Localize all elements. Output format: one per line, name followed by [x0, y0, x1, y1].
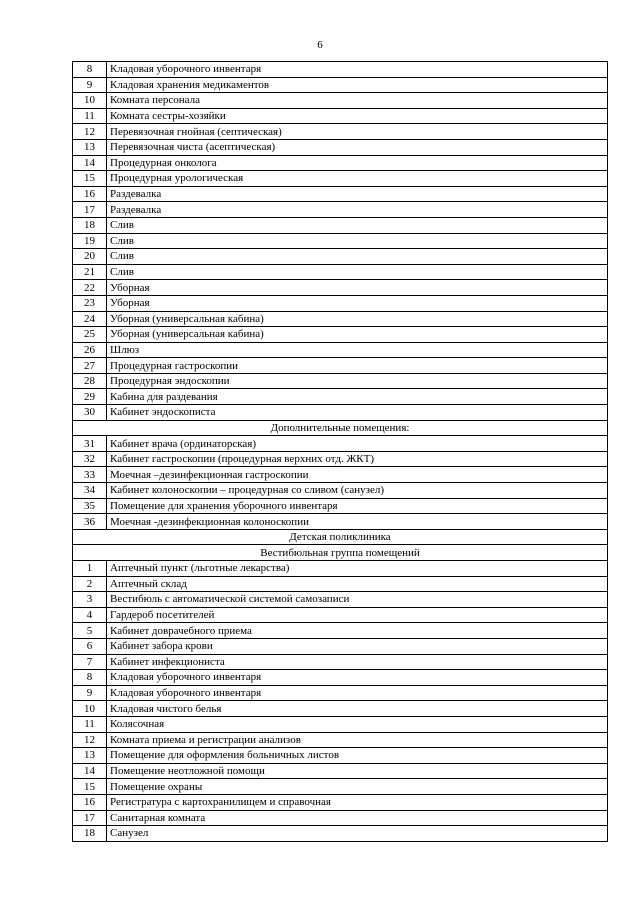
- row-number: 9: [73, 685, 107, 701]
- table-row: [73, 498, 608, 514]
- room-name: Колясочная: [107, 716, 608, 732]
- row-number: 8: [73, 670, 107, 686]
- table-row: [73, 763, 608, 779]
- row-number: 11: [73, 716, 107, 732]
- section-header-row: [73, 545, 608, 561]
- room-name: Кладовая хранения медикаментов: [107, 77, 608, 93]
- room-name: Слив: [107, 217, 608, 233]
- row-number: 10: [73, 701, 107, 717]
- table-row: [73, 607, 608, 623]
- table-row: [73, 217, 608, 233]
- room-name: Кладовая уборочного инвентаря: [107, 62, 608, 78]
- table-row: [73, 685, 608, 701]
- table-row: [73, 748, 608, 764]
- row-number: 12: [73, 732, 107, 748]
- room-name: Уборная: [107, 295, 608, 311]
- table-row: [73, 249, 608, 265]
- table-row: [73, 716, 608, 732]
- row-number: 9: [73, 77, 107, 93]
- row-number: 5: [73, 623, 107, 639]
- row-number: 18: [73, 826, 107, 842]
- table-row: [73, 233, 608, 249]
- row-number: 10: [73, 93, 107, 109]
- room-name: Слив: [107, 233, 608, 249]
- room-name: Шлюз: [107, 342, 608, 358]
- table-row: [73, 592, 608, 608]
- table-row: [73, 826, 608, 842]
- row-number: 11: [73, 108, 107, 124]
- room-name: Кабинет гастроскопии (процедурная верхних отд. ЖКТ): [107, 451, 608, 467]
- section-header-row: [73, 529, 608, 545]
- room-name: Уборная (универсальная кабина): [107, 327, 608, 343]
- room-name: Кладовая уборочного инвентаря: [107, 685, 608, 701]
- row-number: 33: [73, 467, 107, 483]
- table-row: [73, 373, 608, 389]
- row-number: 14: [73, 763, 107, 779]
- table-row: [73, 576, 608, 592]
- table-row: [73, 794, 608, 810]
- row-number: 18: [73, 217, 107, 233]
- room-name: Помещение охраны: [107, 779, 608, 795]
- room-name: Санузел: [107, 826, 608, 842]
- table-row: [73, 701, 608, 717]
- room-name: Слив: [107, 249, 608, 265]
- row-number: 31: [73, 436, 107, 452]
- room-name: Кабинет забора крови: [107, 638, 608, 654]
- row-number: 22: [73, 280, 107, 296]
- room-name: Перевязочная чиста (асептическая): [107, 139, 608, 155]
- page-number: 6: [317, 39, 323, 51]
- row-number: 6: [73, 638, 107, 654]
- table-row: [73, 623, 608, 639]
- row-number: 16: [73, 794, 107, 810]
- row-number: 30: [73, 405, 107, 421]
- room-name: Регистратура с картохранилищем и справочная: [107, 794, 608, 810]
- table-row: [73, 264, 608, 280]
- row-number: 15: [73, 171, 107, 187]
- table-row: [73, 327, 608, 343]
- room-name: Гардероб посетителей: [107, 607, 608, 623]
- table-row: [73, 451, 608, 467]
- table-row: [73, 280, 608, 296]
- row-number: 28: [73, 373, 107, 389]
- table-row: [73, 93, 608, 109]
- room-name: Помещение для хранения уборочного инвентаря: [107, 498, 608, 514]
- row-number: 27: [73, 358, 107, 374]
- row-number: 13: [73, 748, 107, 764]
- table-row: [73, 202, 608, 218]
- room-name: Кабинет колоноскопии – процедурная со сливом (санузел): [107, 483, 608, 499]
- row-number: 17: [73, 202, 107, 218]
- room-name: Раздевалка: [107, 186, 608, 202]
- row-number: 29: [73, 389, 107, 405]
- row-number: 21: [73, 264, 107, 280]
- row-number: 19: [73, 233, 107, 249]
- section-title: Дополнительные помещения:: [73, 420, 608, 436]
- room-name: Помещение для оформления больничных листов: [107, 748, 608, 764]
- section-title: Детская поликлиника: [73, 529, 608, 545]
- row-number: 15: [73, 779, 107, 795]
- room-name: Моечная -дезинфекционная колоноскопии: [107, 514, 608, 530]
- row-number: 2: [73, 576, 107, 592]
- table-row: [73, 358, 608, 374]
- room-name: Процедурная онколога: [107, 155, 608, 171]
- table-row: [73, 171, 608, 187]
- table-row: [73, 561, 608, 577]
- room-name: Процедурная эндоскопии: [107, 373, 608, 389]
- room-name: Аптечный склад: [107, 576, 608, 592]
- room-name: Процедурная урологическая: [107, 171, 608, 187]
- table-row: [73, 779, 608, 795]
- table-row: [73, 108, 608, 124]
- room-name: Санитарная комната: [107, 810, 608, 826]
- section-header-row: [73, 420, 608, 436]
- table-row: [73, 62, 608, 78]
- row-number: 14: [73, 155, 107, 171]
- room-name: Вестибюль с автоматической системой самозаписи: [107, 592, 608, 608]
- row-number: 4: [73, 607, 107, 623]
- room-name: Кабина для раздевания: [107, 389, 608, 405]
- table-row: [73, 670, 608, 686]
- row-number: 3: [73, 592, 107, 608]
- room-name: Уборная: [107, 280, 608, 296]
- room-name: Кладовая уборочного инвентаря: [107, 670, 608, 686]
- table-row: [73, 436, 608, 452]
- room-name: Комната приема и регистрации анализов: [107, 732, 608, 748]
- row-number: 1: [73, 561, 107, 577]
- table-row: [73, 514, 608, 530]
- table-row: [73, 810, 608, 826]
- row-number: 34: [73, 483, 107, 499]
- room-name: Кабинет доврачебного приема: [107, 623, 608, 639]
- table-row: [73, 654, 608, 670]
- room-name: Аптечный пункт (льготные лекарства): [107, 561, 608, 577]
- room-name: Помещение неотложной помощи: [107, 763, 608, 779]
- table-row: [73, 311, 608, 327]
- table-row: [73, 483, 608, 499]
- row-number: 32: [73, 451, 107, 467]
- room-name: Комната сестры-хозяйки: [107, 108, 608, 124]
- table-row: [73, 342, 608, 358]
- table-row: [73, 186, 608, 202]
- room-name: Кладовая чистого белья: [107, 701, 608, 717]
- table-row: [73, 467, 608, 483]
- table-row: [73, 732, 608, 748]
- table-row: [73, 139, 608, 155]
- table-row: [73, 405, 608, 421]
- room-name: Кабинет врача (ординаторская): [107, 436, 608, 452]
- section-title: Вестибюльная группа помещений: [73, 545, 608, 561]
- room-name: Кабинет эндоскописта: [107, 405, 608, 421]
- room-name: Моечная –дезинфекционная гастроскопии: [107, 467, 608, 483]
- row-number: 17: [73, 810, 107, 826]
- row-number: 26: [73, 342, 107, 358]
- room-name: Процедурная гастроскопии: [107, 358, 608, 374]
- table-row: [73, 295, 608, 311]
- row-number: 8: [73, 62, 107, 78]
- table-row: [73, 638, 608, 654]
- row-number: 23: [73, 295, 107, 311]
- room-name: Перевязочная гнойная (септическая): [107, 124, 608, 140]
- row-number: 25: [73, 327, 107, 343]
- row-number: 24: [73, 311, 107, 327]
- rooms-table-body: [73, 62, 608, 842]
- row-number: 7: [73, 654, 107, 670]
- table-row: [73, 389, 608, 405]
- row-number: 12: [73, 124, 107, 140]
- room-name: Раздевалка: [107, 202, 608, 218]
- table-row: [73, 155, 608, 171]
- row-number: 35: [73, 498, 107, 514]
- table-row: [73, 124, 608, 140]
- room-name: Кабинет инфекциониста: [107, 654, 608, 670]
- room-name: Слив: [107, 264, 608, 280]
- table-row: [73, 77, 608, 93]
- row-number: 36: [73, 514, 107, 530]
- rooms-table: [72, 61, 608, 842]
- room-name: Комната персонала: [107, 93, 608, 109]
- row-number: 13: [73, 139, 107, 155]
- room-name: Уборная (универсальная кабина): [107, 311, 608, 327]
- row-number: 16: [73, 186, 107, 202]
- row-number: 20: [73, 249, 107, 265]
